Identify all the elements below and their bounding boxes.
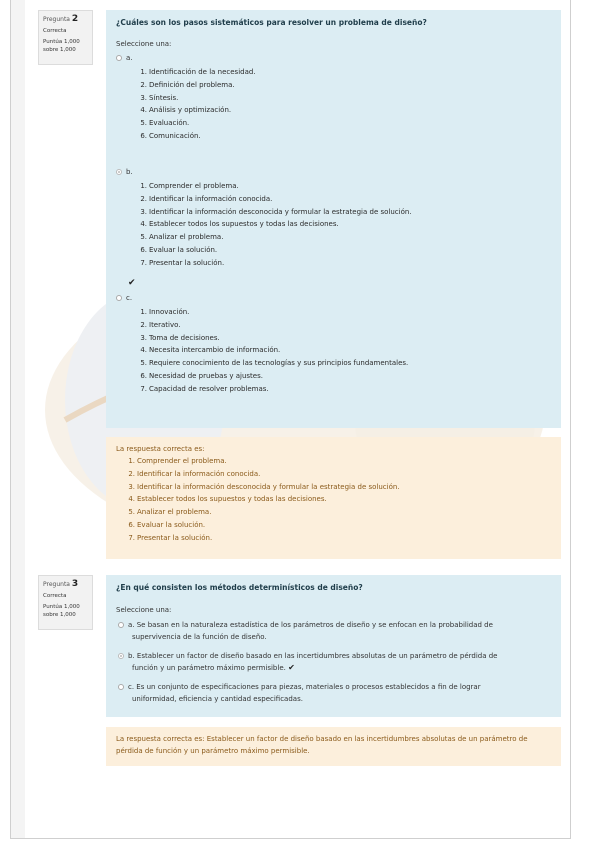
list-item: 3. Síntesis. xyxy=(140,93,179,102)
list-item: 3. Identificar la información desconocida y formular la estrategia de solución. xyxy=(128,482,400,491)
feedback-3 xyxy=(106,727,561,766)
list-item: 2. Iterativo. xyxy=(140,320,181,329)
list-item: 7. Capacidad de resolver problemas. xyxy=(140,384,269,393)
list-item: 5. Requiere conocimiento de las tecnologías y sus principios fundamentales. xyxy=(140,359,409,368)
choice-c-steps xyxy=(138,306,408,396)
frame-bottom-border xyxy=(10,838,571,839)
list-item: 2. Identificar la información conocida. xyxy=(140,194,273,203)
feedback-steps xyxy=(126,455,400,545)
question-number: 2 xyxy=(71,14,79,24)
list-item: 2. Identificar la información conocida. xyxy=(128,469,261,478)
radio-b-selected[interactable] xyxy=(116,169,122,175)
list-item: 6. Necesidad de pruebas y ajustes. xyxy=(140,371,263,380)
list-item: 4. Análisis y optimización. xyxy=(140,106,232,115)
question-state: Correcta xyxy=(43,28,67,34)
list-item: 1. Comprender el problema. xyxy=(128,457,227,465)
frame-right-border xyxy=(570,0,571,838)
list-item: 1. Identificación de la necesidad. xyxy=(140,68,256,76)
select-prompt: Seleccione una: xyxy=(116,606,172,614)
list-item: 1. Comprender el problema. xyxy=(140,182,239,190)
feedback-title: La respuesta correcta es: xyxy=(116,445,205,453)
question-number-2 xyxy=(43,14,88,24)
question-grade xyxy=(43,603,88,619)
question-grade xyxy=(43,38,88,54)
list-item: 5. Analizar el problema. xyxy=(140,233,224,242)
question-state: Correcta xyxy=(43,593,67,599)
choice-a[interactable] xyxy=(116,54,133,62)
correct-check-icon: ✔ xyxy=(128,278,136,288)
list-item: 4. Establecer todos los supuestos y todas las decisiones. xyxy=(140,220,339,229)
list-item: 3. Toma de decisiones. xyxy=(140,333,220,342)
grade-line-1: Puntúa 1,000 xyxy=(43,39,80,45)
grade-line-1: Puntúa 1,000 xyxy=(43,604,80,610)
question-formulation-2 xyxy=(106,10,561,428)
choice-a[interactable]: a. Se basan en la naturaleza estadística de los parámetros de diseño y se enfocan en la probabilidad de supervivencia de la función de diseño. xyxy=(118,619,493,643)
grade-line-2: sobre 1,000 xyxy=(43,47,76,53)
choice-c[interactable] xyxy=(116,294,132,302)
grade-line-2: sobre 1,000 xyxy=(43,612,76,618)
choice-c[interactable]: c. Es un conjunto de especificaciones para piezas, materiales o procesos establecidos a fin de lograr uniformidad, eficiencia y cantidad especificadas. xyxy=(118,681,481,705)
radio-c[interactable] xyxy=(116,295,122,301)
choice-b[interactable] xyxy=(116,168,133,176)
question-label: Pregunta xyxy=(43,581,70,588)
question-text: ¿En qué consisten los métodos determinísticos de diseño? xyxy=(116,583,363,592)
choice-b-steps xyxy=(138,180,412,270)
radio-a[interactable] xyxy=(118,622,124,628)
list-item: 5. Analizar el problema. xyxy=(128,508,212,517)
list-item: 1. Innovación. xyxy=(140,308,190,316)
left-gutter xyxy=(10,0,25,838)
list-item: 3. Identificar la información desconocida y formular la estrategia de solución. xyxy=(140,207,412,216)
question-label: Pregunta xyxy=(43,16,70,23)
list-item: 7. Presentar la solución. xyxy=(128,533,213,542)
list-item: 6. Evaluar la solución. xyxy=(128,520,206,529)
question-info-3 xyxy=(38,575,93,630)
frame-left-border xyxy=(10,0,11,838)
choice-letter: b. xyxy=(126,168,133,176)
select-prompt: Seleccione una: xyxy=(116,40,172,48)
radio-c[interactable] xyxy=(118,684,124,690)
choice-b[interactable]: b. Establecer un factor de diseño basado en las incertidumbres absolutas de un parámetro de pérdida de función y un parámetro máximo permisible. ✔ xyxy=(118,650,498,674)
radio-b-selected[interactable] xyxy=(118,653,124,659)
question-number: 3 xyxy=(71,579,79,589)
feedback-2 xyxy=(106,437,561,559)
question-formulation-3 xyxy=(106,575,561,717)
list-item: 7. Presentar la solución. xyxy=(140,258,225,267)
list-item: 6. Comunicación. xyxy=(140,131,201,140)
list-item: 6. Evaluar la solución. xyxy=(140,245,218,254)
list-item: 5. Evaluación. xyxy=(140,119,190,128)
list-item: 2. Definición del problema. xyxy=(140,80,235,89)
choice-letter: c. xyxy=(126,294,133,302)
list-item: 4. Establecer todos los supuestos y todas las decisiones. xyxy=(128,495,327,504)
choice-a-steps xyxy=(138,66,256,143)
question-text: ¿Cuáles son los pasos sistemáticos para resolver un problema de diseño? xyxy=(116,18,427,27)
question-number-3 xyxy=(43,579,88,589)
correct-check-icon: ✔ xyxy=(288,663,295,672)
choice-letter: a. xyxy=(126,54,133,62)
list-item: 4. Necesita intercambio de información. xyxy=(140,346,281,355)
feedback-text: La respuesta correcta es: Establecer un factor de diseño basado en las incertidumbres absolutas de un parámetro de pérdida de función y un parámetro máximo permisible. xyxy=(116,735,528,755)
radio-a[interactable] xyxy=(116,55,122,61)
question-info-2 xyxy=(38,10,93,65)
